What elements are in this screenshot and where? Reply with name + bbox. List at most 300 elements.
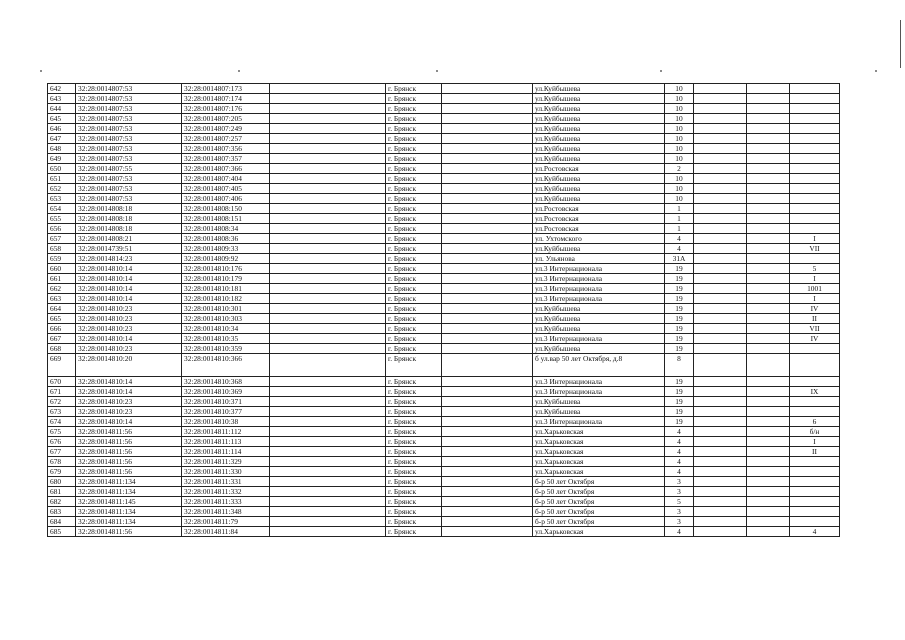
object-cadastral-number-cell: 32:28:0014809:92 [182,254,270,264]
row-number-cell: 684 [48,517,76,527]
object-cadastral-number-cell: 32:28:0014810:182 [182,294,270,304]
city-cell: г. Брянск [386,84,442,94]
table-row [48,487,840,497]
empty-cell [694,304,747,314]
street-cell: ул. Ульянова [533,254,665,264]
land-cadastral-number-cell: 32:28:0014808:18 [76,214,182,224]
land-cadastral-number-cell: 32:28:0014807:53 [76,144,182,154]
city-cell: г. Брянск [386,324,442,334]
street-cell: ул.Харьковская [533,467,665,477]
empty-cell [442,104,533,114]
premises-number-cell [790,477,840,487]
row-number-cell: 667 [48,334,76,344]
premises-number-cell: б/н [790,427,840,437]
row-number-cell: 655 [48,214,76,224]
empty-cell [694,517,747,527]
row-number-cell: 680 [48,477,76,487]
city-cell: г. Брянск [386,344,442,354]
street-cell: ул.Харьковская [533,427,665,437]
row-number-cell: 648 [48,144,76,154]
street-cell: ул.Ростовская [533,214,665,224]
table-row [48,467,840,477]
premises-number-cell [790,194,840,204]
house-number-cell: 19 [665,284,694,294]
empty-cell [747,174,790,184]
empty-cell [694,387,747,397]
empty-cell [270,114,386,124]
empty-cell [270,174,386,184]
table-row [48,354,840,377]
house-number-cell: 4 [665,467,694,477]
street-cell: б-р 50 лет Октября [533,507,665,517]
row-number-cell: 662 [48,284,76,294]
row-number-cell: 647 [48,134,76,144]
land-cadastral-number-cell: 32:28:0014808:21 [76,234,182,244]
empty-cell [747,124,790,134]
object-cadastral-number-cell: 32:28:0014811:348 [182,507,270,517]
land-cadastral-number-cell: 32:28:0014807:53 [76,154,182,164]
object-cadastral-number-cell: 32:28:0014811:333 [182,497,270,507]
house-number-cell: 2 [665,164,694,174]
city-cell: г. Брянск [386,527,442,537]
empty-cell [747,264,790,274]
row-number-cell: 666 [48,324,76,334]
street-cell: ул.Харьковская [533,457,665,467]
city-cell: г. Брянск [386,387,442,397]
object-cadastral-number-cell: 32:28:0014807:405 [182,184,270,194]
empty-cell [747,467,790,477]
premises-number-cell [790,174,840,184]
premises-number-cell [790,134,840,144]
object-cadastral-number-cell: 32:28:0014807:404 [182,174,270,184]
house-number-cell: 10 [665,104,694,114]
street-cell: б ул.вар 50 лет Октября, д.8 [533,354,665,377]
premises-number-cell: IV [790,334,840,344]
object-cadastral-number-cell: 32:28:0014810:35 [182,334,270,344]
empty-cell [694,214,747,224]
empty-cell [442,254,533,264]
empty-cell [442,487,533,497]
land-cadastral-number-cell: 32:28:0014810:23 [76,314,182,324]
empty-cell [270,284,386,294]
street-cell: ул.3 Интернационала [533,294,665,304]
empty-cell [442,457,533,467]
table-row [48,477,840,487]
empty-cell [442,517,533,527]
row-number-cell: 649 [48,154,76,164]
empty-cell [270,184,386,194]
object-cadastral-number-cell: 32:28:0014810:301 [182,304,270,314]
object-cadastral-number-cell: 32:28:0014808:150 [182,204,270,214]
house-number-cell: 4 [665,527,694,537]
premises-number-cell: II [790,314,840,324]
street-cell: б-р 50 лет Октября [533,477,665,487]
house-number-cell: 19 [665,294,694,304]
empty-cell [694,124,747,134]
empty-cell [442,224,533,234]
object-cadastral-number-cell: 32:28:0014811:113 [182,437,270,447]
premises-number-cell: 6 [790,417,840,427]
premises-number-cell [790,94,840,104]
premises-number-cell [790,154,840,164]
empty-cell [270,427,386,437]
empty-cell [694,204,747,214]
land-cadastral-number-cell: 32:28:0014811:56 [76,467,182,477]
land-cadastral-number-cell: 32:28:0014807:53 [76,134,182,144]
land-cadastral-number-cell: 32:28:0014810:14 [76,417,182,427]
land-cadastral-number-cell: 32:28:0014807:53 [76,94,182,104]
empty-cell [747,184,790,194]
land-cadastral-number-cell: 32:28:0014810:20 [76,354,182,377]
row-number-cell: 645 [48,114,76,124]
street-cell: ул.Ростовская [533,204,665,214]
city-cell: г. Брянск [386,124,442,134]
empty-cell [747,254,790,264]
city-cell: г. Брянск [386,477,442,487]
land-cadastral-number-cell: 32:28:0014807:53 [76,114,182,124]
house-number-cell: 19 [665,377,694,387]
empty-cell [694,184,747,194]
premises-number-cell [790,144,840,154]
table-row [48,134,840,144]
object-cadastral-number-cell: 32:28:0014811:84 [182,527,270,537]
city-cell: г. Брянск [386,274,442,284]
row-number-cell: 661 [48,274,76,284]
city-cell: г. Брянск [386,154,442,164]
empty-cell [442,334,533,344]
house-number-cell: 10 [665,194,694,204]
object-cadastral-number-cell: 32:28:0014808:36 [182,234,270,244]
table-row [48,174,840,184]
empty-cell [442,407,533,417]
object-cadastral-number-cell: 32:28:0014810:368 [182,377,270,387]
city-cell: г. Брянск [386,334,442,344]
table-row [48,457,840,467]
land-cadastral-number-cell: 32:28:0014810:14 [76,284,182,294]
row-number-cell: 672 [48,397,76,407]
empty-cell [747,274,790,284]
premises-number-cell [790,457,840,467]
city-cell: г. Брянск [386,204,442,214]
street-cell: ул.3 Интернационала [533,334,665,344]
empty-cell [694,447,747,457]
empty-cell [270,457,386,467]
land-cadastral-number-cell: 32:28:0014808:18 [76,204,182,214]
empty-cell [747,517,790,527]
house-number-cell: 31А [665,254,694,264]
premises-number-cell [790,507,840,517]
empty-cell [694,294,747,304]
house-number-cell: 3 [665,477,694,487]
empty-cell [270,477,386,487]
row-number-cell: 646 [48,124,76,134]
premises-number-cell: VII [790,324,840,334]
scan-edge-mark [900,20,901,68]
land-cadastral-number-cell: 32:28:0014807:53 [76,124,182,134]
street-cell: ул.Куйбышева [533,407,665,417]
land-cadastral-number-cell: 32:28:0014810:14 [76,264,182,274]
row-number-cell: 673 [48,407,76,417]
street-cell: б-р 50 лет Октября [533,517,665,527]
table-row [48,437,840,447]
row-number-cell: 656 [48,224,76,234]
empty-cell [270,324,386,334]
street-cell: ул.3 Интернационала [533,417,665,427]
premises-number-cell [790,184,840,194]
empty-cell [270,234,386,244]
premises-number-cell: I [790,437,840,447]
empty-cell [747,487,790,497]
empty-cell [442,284,533,294]
city-cell: г. Брянск [386,447,442,457]
empty-cell [694,234,747,244]
empty-cell [747,397,790,407]
empty-cell [270,447,386,457]
empty-cell [694,104,747,114]
empty-cell [694,427,747,437]
empty-cell [694,284,747,294]
land-cadastral-number-cell: 32:28:0014811:56 [76,457,182,467]
table-row [48,194,840,204]
empty-cell [747,94,790,104]
city-cell: г. Брянск [386,284,442,294]
empty-cell [694,84,747,94]
house-number-cell: 4 [665,437,694,447]
table-row [48,184,840,194]
empty-cell [442,437,533,447]
empty-cell [747,304,790,314]
land-cadastral-number-cell: 32:28:0014811:56 [76,447,182,457]
empty-cell [694,224,747,234]
object-cadastral-number-cell: 32:28:0014811:332 [182,487,270,497]
registry-table [47,83,840,537]
city-cell: г. Брянск [386,94,442,104]
empty-cell [270,304,386,314]
premises-number-cell [790,517,840,527]
empty-cell [747,344,790,354]
house-number-cell: 10 [665,174,694,184]
empty-cell [747,104,790,114]
house-number-cell: 10 [665,184,694,194]
empty-cell [442,84,533,94]
object-cadastral-number-cell: 32:28:0014808:34 [182,224,270,234]
city-cell: г. Брянск [386,417,442,427]
row-number-cell: 659 [48,254,76,264]
table-row [48,417,840,427]
premises-number-cell: IV [790,304,840,314]
empty-cell [747,84,790,94]
row-number-cell: 660 [48,264,76,274]
empty-cell [694,527,747,537]
table-row [48,244,840,254]
house-number-cell: 19 [665,407,694,417]
house-number-cell: 4 [665,234,694,244]
row-number-cell: 644 [48,104,76,114]
land-cadastral-number-cell: 32:28:0014810:14 [76,387,182,397]
house-number-cell: 19 [665,324,694,334]
empty-cell [270,144,386,154]
street-cell: ул.3 Интернационала [533,387,665,397]
city-cell: г. Брянск [386,397,442,407]
row-number-cell: 681 [48,487,76,497]
empty-cell [270,507,386,517]
table-row [48,124,840,134]
table-row [48,344,840,354]
empty-cell [442,124,533,134]
row-number-cell: 668 [48,344,76,354]
empty-cell [694,507,747,517]
city-cell: г. Брянск [386,244,442,254]
table-row [48,164,840,174]
table-row [48,517,840,527]
empty-cell [442,154,533,164]
row-number-cell: 642 [48,84,76,94]
land-cadastral-number-cell: 32:28:0014811:134 [76,507,182,517]
street-cell: ул.Харьковская [533,437,665,447]
street-cell: ул.3 Интернационала [533,274,665,284]
premises-number-cell: I [790,234,840,244]
street-cell: ул.Куйбышева [533,314,665,324]
empty-cell [442,344,533,354]
land-cadastral-number-cell: 32:28:0014807:53 [76,174,182,184]
house-number-cell: 10 [665,94,694,104]
empty-cell [747,194,790,204]
city-cell: г. Брянск [386,507,442,517]
object-cadastral-number-cell: 32:28:0014811:331 [182,477,270,487]
house-number-cell: 19 [665,387,694,397]
empty-cell [270,94,386,104]
table-row [48,114,840,124]
table-row [48,294,840,304]
row-number-cell: 674 [48,417,76,427]
object-cadastral-number-cell: 32:28:0014810:366 [182,354,270,377]
empty-cell [747,437,790,447]
empty-cell [442,507,533,517]
street-cell: ул.3 Интернационала [533,377,665,387]
scan-dot [40,70,42,72]
land-cadastral-number-cell: 32:28:0014811:134 [76,477,182,487]
empty-cell [747,214,790,224]
empty-cell [442,194,533,204]
empty-cell [747,244,790,254]
object-cadastral-number-cell: 32:28:0014811:330 [182,467,270,477]
street-cell: б-р 50 лет Октября [533,487,665,497]
table-row [48,407,840,417]
city-cell: г. Брянск [386,144,442,154]
land-cadastral-number-cell: 32:28:0014810:14 [76,294,182,304]
city-cell: г. Брянск [386,114,442,124]
empty-cell [442,214,533,224]
empty-cell [747,407,790,417]
empty-cell [270,274,386,284]
street-cell: ул.Куйбышева [533,324,665,334]
empty-cell [270,294,386,304]
city-cell: г. Брянск [386,517,442,527]
empty-cell [747,457,790,467]
table-row [48,527,840,537]
object-cadastral-number-cell: 32:28:0014810:371 [182,397,270,407]
empty-cell [270,334,386,344]
table-row [48,254,840,264]
empty-cell [747,527,790,537]
premises-number-cell [790,224,840,234]
premises-number-cell: I [790,274,840,284]
empty-cell [694,407,747,417]
empty-cell [694,344,747,354]
table-row [48,497,840,507]
empty-cell [270,417,386,427]
house-number-cell: 19 [665,334,694,344]
premises-number-cell [790,124,840,134]
land-cadastral-number-cell: 32:28:0014810:14 [76,377,182,387]
empty-cell [694,334,747,344]
street-cell: ул.Куйбышева [533,114,665,124]
house-number-cell: 19 [665,314,694,324]
land-cadastral-number-cell: 32:28:0014807:53 [76,84,182,94]
premises-number-cell [790,344,840,354]
premises-number-cell [790,114,840,124]
land-cadastral-number-cell: 32:28:0014811:134 [76,517,182,527]
empty-cell [442,94,533,104]
premises-number-cell: I [790,294,840,304]
house-number-cell: 4 [665,244,694,254]
street-cell: ул.3 Интернационала [533,264,665,274]
city-cell: г. Брянск [386,314,442,324]
empty-cell [442,184,533,194]
empty-cell [747,324,790,334]
object-cadastral-number-cell: 32:28:0014807:356 [182,144,270,154]
empty-cell [270,527,386,537]
empty-cell [747,294,790,304]
empty-cell [442,397,533,407]
empty-cell [270,387,386,397]
premises-number-cell [790,497,840,507]
city-cell: г. Брянск [386,234,442,244]
scan-dot [875,70,877,72]
street-cell: ул.Куйбышева [533,194,665,204]
street-cell: ул.Куйбышева [533,94,665,104]
premises-number-cell [790,354,840,377]
premises-number-cell [790,104,840,114]
object-cadastral-number-cell: 32:28:0014807:205 [182,114,270,124]
empty-cell [747,377,790,387]
object-cadastral-number-cell: 32:28:0014807:176 [182,104,270,114]
empty-cell [442,497,533,507]
empty-cell [747,447,790,457]
object-cadastral-number-cell: 32:28:0014807:174 [182,94,270,104]
street-cell: ул.Куйбышева [533,344,665,354]
city-cell: г. Брянск [386,407,442,417]
land-cadastral-number-cell: 32:28:0014807:53 [76,184,182,194]
empty-cell [747,497,790,507]
empty-cell [694,497,747,507]
street-cell: ул.3 Интернационала [533,284,665,294]
empty-cell [270,487,386,497]
empty-cell [442,174,533,184]
empty-cell [270,437,386,447]
city-cell: г. Брянск [386,457,442,467]
street-cell: ул. Ухтомского [533,234,665,244]
table-row [48,224,840,234]
object-cadastral-number-cell: 32:28:0014810:176 [182,264,270,274]
empty-cell [270,407,386,417]
empty-cell [694,487,747,497]
house-number-cell: 19 [665,397,694,407]
city-cell: г. Брянск [386,427,442,437]
empty-cell [442,467,533,477]
empty-cell [747,417,790,427]
land-cadastral-number-cell: 32:28:0014810:23 [76,304,182,314]
